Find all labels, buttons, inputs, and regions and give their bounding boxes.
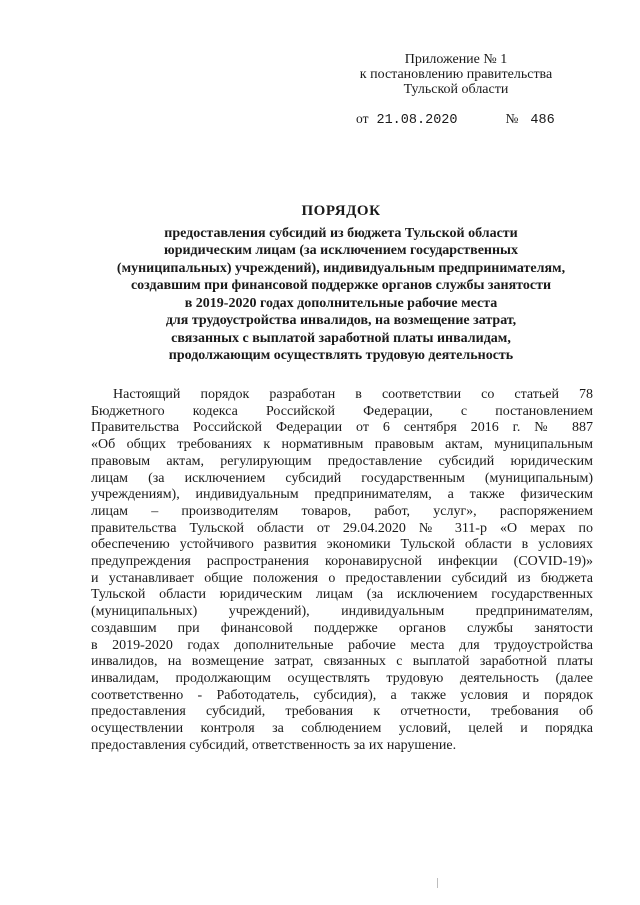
body-line: в 2019-2020 годах дополнительные рабочие места для трудоустройства — [91, 637, 593, 653]
body-line: Правительства Российской Федерации от 6 сентября 2016 г. № 887 — [91, 420, 593, 436]
body-line: Настоящий порядок разработан в соответствии со статьей 78 — [113, 387, 593, 402]
body-line: обеспечению устойчивого развития экономики Тульской области в условиях — [91, 537, 593, 553]
body-line: предупреждения распространения коронавирусной инфекции (COVID-19)» — [91, 554, 593, 570]
title-line: продолжающим осуществлять трудовую деятельность — [168, 348, 514, 363]
title-line: юридическим лицам (за исключением государственных — [164, 243, 518, 258]
body-line: инвалидам, продолжающим осуществлять трудовую деятельность (далее — [91, 670, 593, 686]
body-line: лицам (за исключением субсидий государственным (муниципальным) — [91, 470, 593, 486]
body-line: создавшим при финансовой поддержке органов службы занятости — [91, 620, 593, 636]
appendix-block — [330, 52, 582, 97]
body-line: правовым актам, регулирующим предоставление субсидий юридическим — [91, 453, 593, 469]
body-line: правительства Тульской области от 29.04.2020 № 311-р «О мерах по — [91, 520, 593, 536]
body-line: инвалидов, на возмещение затрат, связанных с выплатой заработной платы — [91, 654, 593, 670]
number-sign: № — [505, 111, 519, 126]
title-heading: ПОРЯДОК — [301, 203, 381, 219]
title-line: для трудоустройства инвалидов, на возмещение затрат, — [165, 313, 517, 328]
document-title — [60, 203, 622, 365]
body-line: лицам – производителям товаров, работ, услуг», распоряжением — [91, 503, 593, 519]
scan-artifact — [437, 878, 438, 888]
body-paragraph — [91, 387, 593, 754]
title-line: (муниципальных) учреждений), индивидуальным предпринимателям, — [116, 260, 566, 276]
body-line: соответственно - Работодатель, субсидия), а также условия и порядок — [91, 687, 593, 703]
body-line: «Об общих требованиях к нормативным правовым актам, муниципальным — [91, 437, 593, 453]
body-line: и устанавливает общие положения о предоставлении субсидий из бюджета — [91, 570, 593, 586]
body-line: предоставления субсидий, ответственность за их нарушение. — [91, 737, 457, 753]
appendix-line: Приложение № 1 — [404, 52, 508, 67]
body-line: осуществлении контроля за соблюдением условий, целей и порядка — [91, 721, 593, 737]
title-line: предоставления субсидий из бюджета Тульской области — [164, 225, 518, 241]
title-line: связанных с выплатой заработной платы инвалидам, — [171, 330, 511, 346]
body-line: предоставления субсидий, требования к отчетности, требования об — [91, 704, 593, 720]
document-date: 21.08.2020 — [376, 113, 458, 128]
document-reference — [356, 111, 555, 128]
from-label: от — [356, 111, 369, 126]
title-line: в 2019-2020 годах дополнительные рабочие места — [184, 295, 498, 311]
body-line: Тульской области юридическим лицам (за исключением государственных — [91, 587, 593, 603]
title-line: создавшим при финансовой поддержке органов службы занятости — [130, 278, 552, 293]
body-line: (муниципальных) учреждений), индивидуальным предпринимателям, — [91, 604, 593, 620]
appendix-line: к постановлению правительства — [359, 67, 553, 82]
body-line: Бюджетного кодекса Российской Федерации, с постановлением — [91, 403, 593, 419]
document-number: 486 — [530, 113, 555, 128]
appendix-line: Тульской области — [403, 82, 509, 97]
body-line: учреждениям), индивидуальным предпринимателям, а также физическим — [91, 487, 593, 503]
